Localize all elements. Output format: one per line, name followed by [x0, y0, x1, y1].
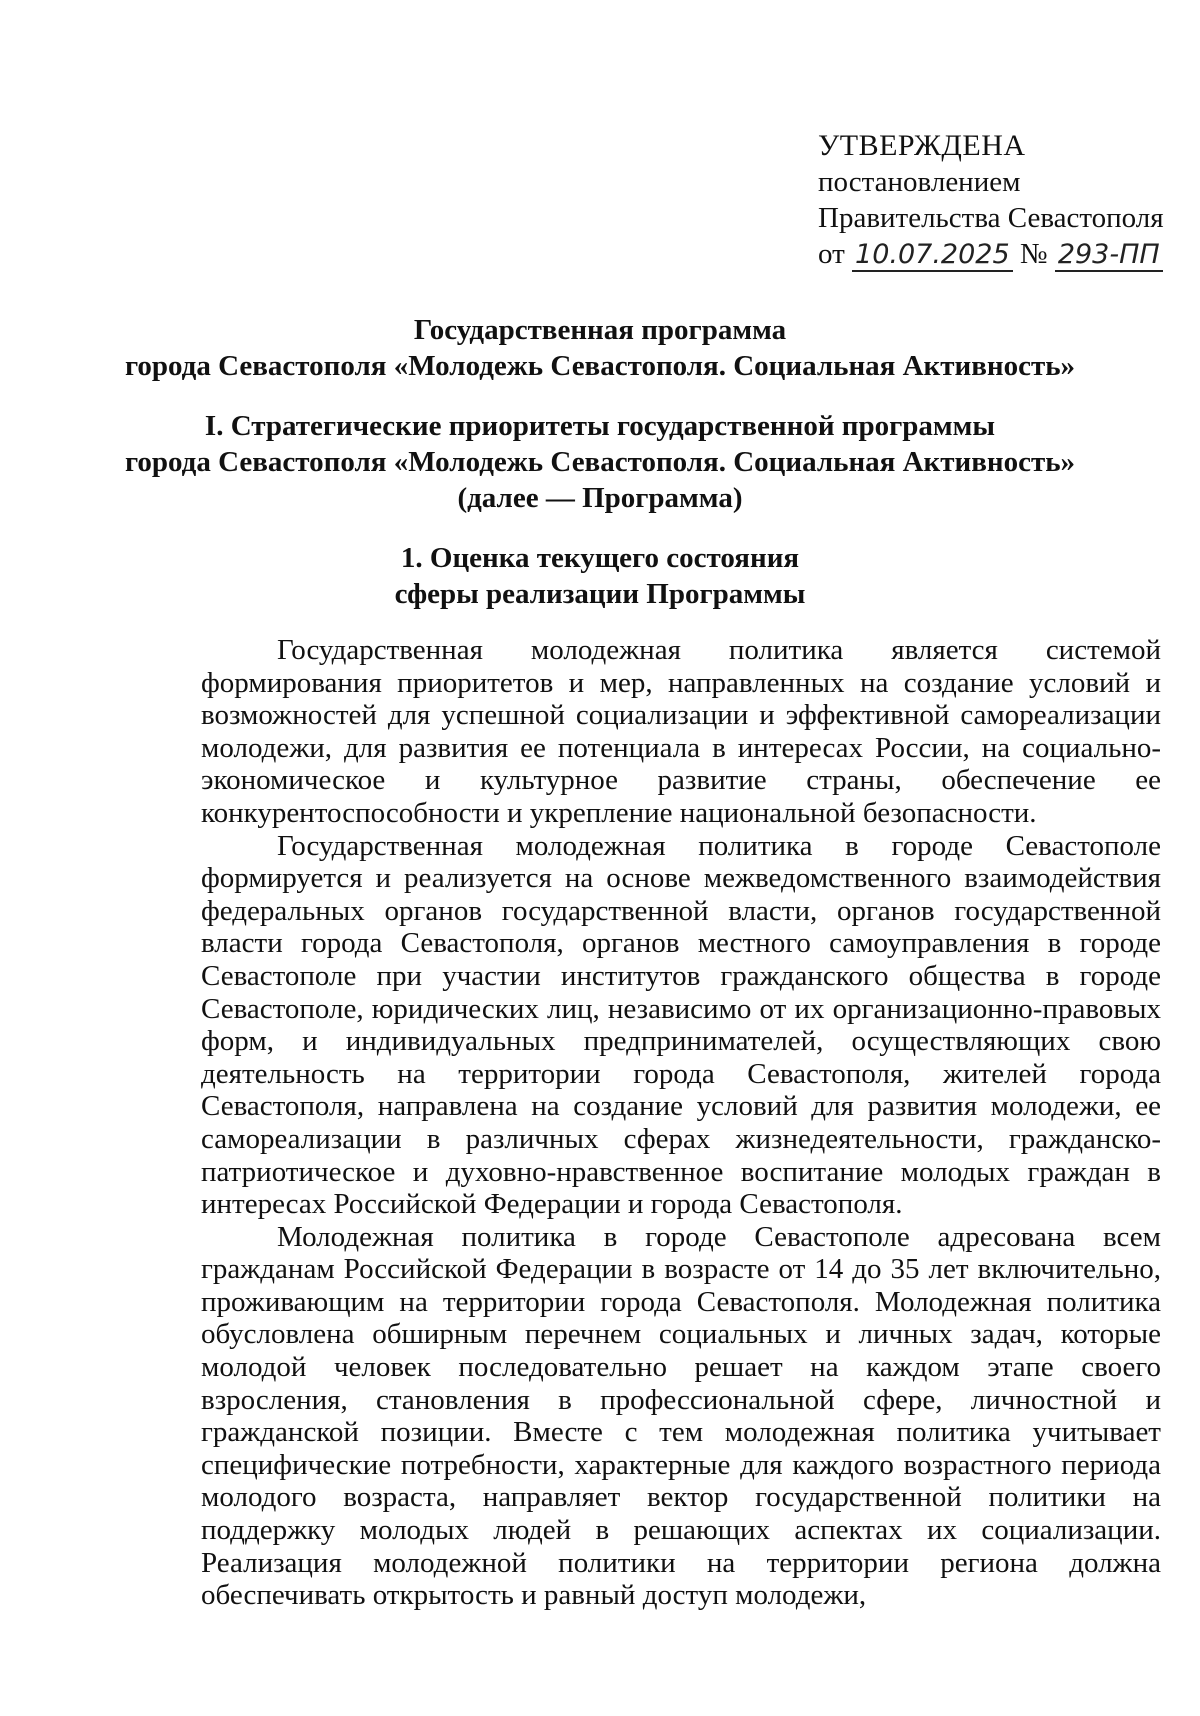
number-prefix: № — [1019, 238, 1048, 270]
paragraph-3: Молодежная политика в городе Севастополе адресована всем гражданам Российской Федерации в возрасте от 14 до 35 лет включительно, проживающим на территории города Севастополя. Молодежная политика обусловлена обширным перечнем социальных и личных задач, которые молодой человек последовательно решает на каждом этапе своего взросления, становления в профессиональной сфере, личностной и гражданской позиции. Вместе с тем молодежная политика учитывает специфические потребности, характерные для каждого возрастного периода молодого возраста, направляет вектор государственной политики на поддержку молодых людей в решающих аспектах их социализации. Реализация молодежной политики на территории региона должна обеспечивать открытость и равный доступ молодежи, — [201, 1220, 1161, 1612]
program-title-line-2: города Севастополя «Молодежь Севастополя. Социальная Активность» — [124, 350, 1076, 382]
date-prefix: от — [818, 238, 845, 270]
section-title-line-3: (далее — Программа) — [457, 482, 743, 514]
decree-date-number — [818, 236, 1178, 272]
section-title — [0, 408, 1200, 516]
approval-stamp-block — [818, 128, 1178, 272]
subsection-title-line-2: сферы реализации Программы — [394, 578, 806, 610]
decree-date: 10.07.2025 — [852, 240, 1013, 272]
program-title-line-1: Государственная программа — [413, 314, 787, 346]
decree-label: постановлением — [818, 166, 1021, 198]
subsection-title-line-1: 1. Оценка текущего состояния — [400, 542, 800, 574]
section-title-line-1: I. Стратегические приоритеты государственной программы — [204, 410, 996, 442]
paragraph-2: Государственная молодежная политика в городе Севастополе формируется и реализуется на основе межведомственного взаимодействия федеральных органов государственной власти, органов государственной власти города Севастополя, органов местного самоуправления в городе Севастополе при участии институтов гражданского общества в городе Севастополе, юридических лиц, независимо от их организационно-правовых форм, и индивидуальных предпринимателей, осуществляющих свою деятельность на территории города Севастополя, жителей города Севастополя, направлена на создание условий для развития молодежи, ее самореализации в различных сферах жизнедеятельности, гражданско-патриотическое и духовно-нравственное воспитание молодых граждан в интересах Российской Федерации и города Севастополя. — [201, 829, 1161, 1221]
body-text — [201, 634, 1161, 1612]
subsection-title — [0, 540, 1200, 612]
section-title-line-2: города Севастополя «Молодежь Севастополя. Социальная Активность» — [124, 446, 1076, 478]
program-title — [0, 312, 1200, 384]
government-label: Правительства Севастополя — [818, 202, 1164, 234]
decree-number: 293-ПП — [1055, 240, 1163, 272]
paragraph-1: Государственная молодежная политика является системой формирования приоритетов и мер, направленных на создание условий и возможностей для успешной социализации и эффективной самореализации молодежи, для развития ее потенциала в интересах России, на социально-экономическое и культурное развитие страны, обеспечение ее конкурентоспособности и укрепление национальной безопасности. — [201, 634, 1161, 829]
approved-label: УТВЕРЖДЕНА — [818, 129, 1026, 162]
